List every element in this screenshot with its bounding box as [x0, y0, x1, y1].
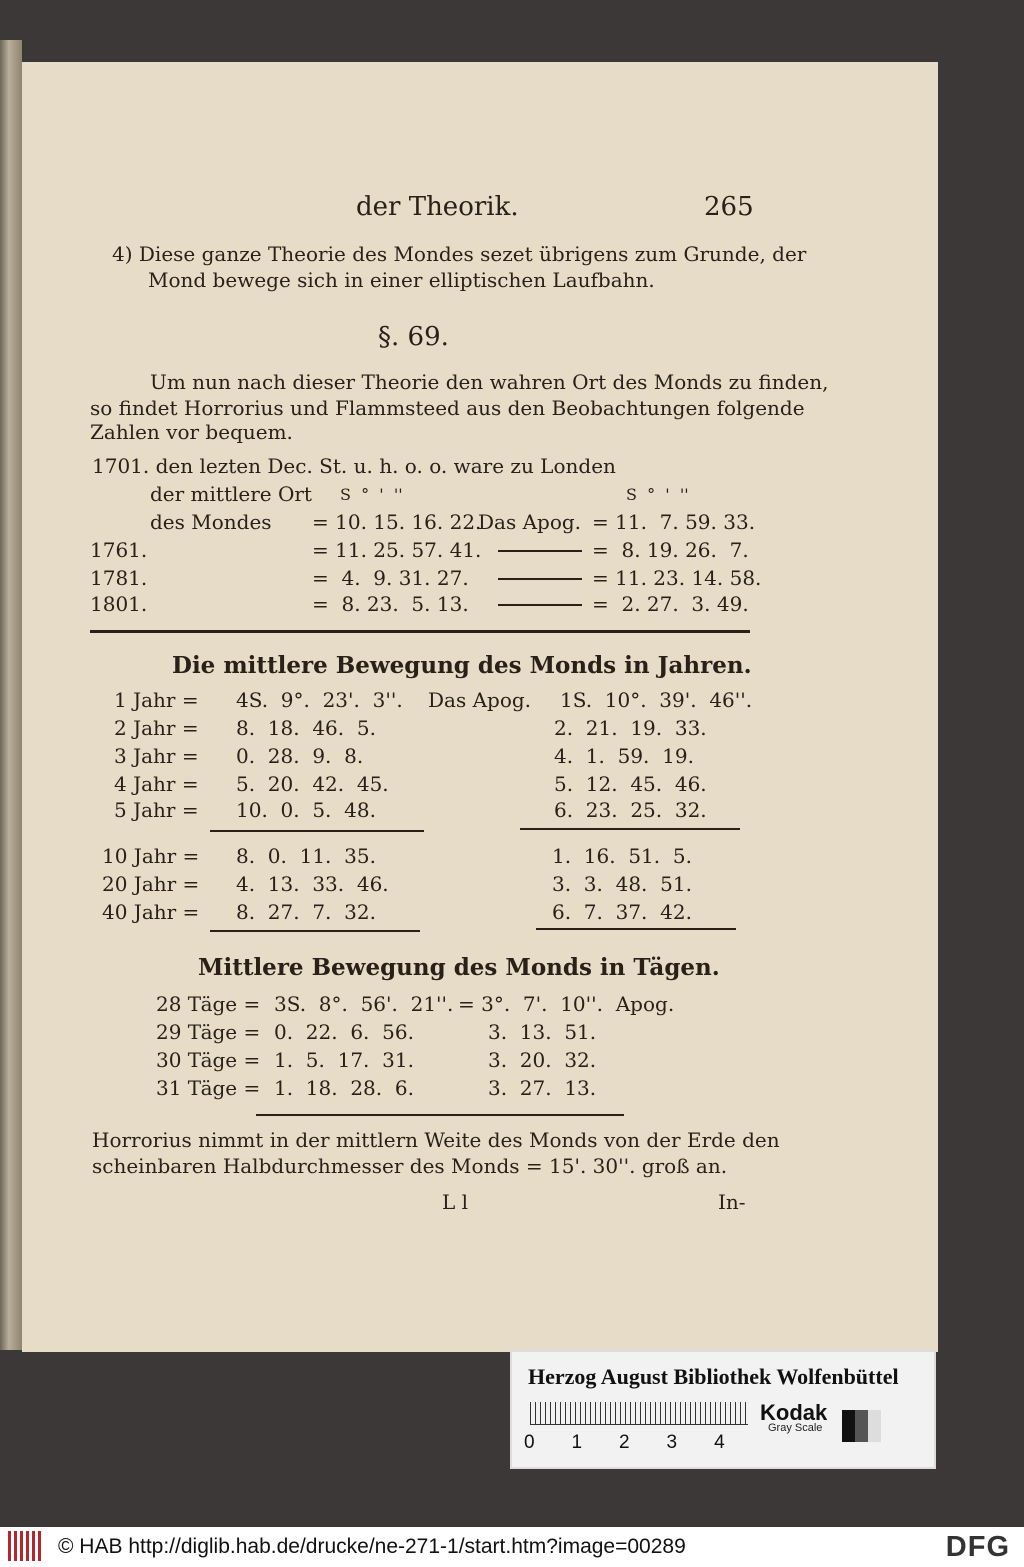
- epoch-apog-value: = 2. 27. 3. 49.: [592, 592, 749, 616]
- years-value: 8. 0. 11. 35.: [236, 844, 376, 868]
- days-label: 31 Täge =: [156, 1076, 261, 1100]
- gray-swatch: [855, 1410, 868, 1442]
- days-label: 30 Täge =: [156, 1048, 261, 1072]
- gray-scale-label: Gray Scale: [768, 1422, 823, 1434]
- days-value: 0. 22. 6. 56.: [274, 1020, 414, 1044]
- ruler-numbers: 0 1 2 3 4: [524, 1432, 725, 1453]
- epoch-value: = 4. 9. 31. 27.: [312, 566, 469, 590]
- table-rule: [90, 630, 750, 633]
- black-swatch: [842, 1410, 855, 1442]
- intro-line: Zahlen vor bequem.: [90, 420, 293, 444]
- days-apog-value: = 3°. 7'. 10''. Apog.: [458, 992, 675, 1016]
- years-heading: Die mittlere Bewegung des Monds in Jahren.: [172, 652, 752, 679]
- epoch-line: 1701. den lezten Dec. St. u. h. o. o. ware zu Londen: [92, 454, 616, 478]
- page-number: 265: [704, 192, 754, 222]
- years-label: 4 Jahr =: [114, 772, 199, 796]
- catchword: In-: [718, 1190, 746, 1214]
- years-value: 0. 28. 9. 8.: [236, 744, 364, 768]
- sum-rule: [210, 830, 424, 832]
- epoch-year: 1761.: [90, 538, 148, 562]
- closing-line: Horrorius nimmt in der mittlern Weite des Monds von der Erde den: [92, 1128, 780, 1152]
- end-rule: [536, 928, 736, 930]
- book-page: [22, 62, 938, 1352]
- dash-rule: [498, 604, 582, 606]
- days-apog-value: 3. 27. 13.: [488, 1076, 597, 1100]
- section-number: §. 69.: [378, 322, 449, 352]
- copyright-link[interactable]: © HAB http://diglib.hab.de/drucke/ne-271-1/start.htm?image=00289: [58, 1535, 686, 1558]
- years-value: 5. 20. 42. 45.: [236, 772, 389, 796]
- years-value: 8. 27. 7. 32.: [236, 900, 376, 924]
- years-apog-label: Das Apog.: [428, 688, 532, 712]
- intro-line: so findet Horrorius und Flammsteed aus den Beobachtungen folgende: [90, 396, 805, 420]
- years-label: 10 Jahr =: [102, 844, 200, 868]
- dash-rule: [498, 550, 582, 552]
- scale-ruler: [530, 1402, 748, 1425]
- epoch-label: des Mondes: [150, 510, 272, 534]
- epoch-apog-value: = 11. 23. 14. 58.: [592, 566, 762, 590]
- years-apog-value: 3. 3. 48. 51.: [552, 872, 692, 896]
- years-apog-value: 1. 16. 51. 5.: [552, 844, 692, 868]
- kodak-label: Kodak: [760, 1400, 828, 1425]
- closing-line: scheinbaren Halbdurchmesser des Monds = 15'. 30''. groß an.: [92, 1154, 728, 1178]
- years-apog-value: 5. 12. 45. 46.: [554, 772, 707, 796]
- days-value: 1. 18. 28. 6.: [274, 1076, 414, 1100]
- intro-line: Um nun nach dieser Theorie den wahren Ort des Monds zu finden,: [150, 370, 829, 394]
- years-value: 10. 0. 5. 48.: [236, 798, 376, 822]
- footnote-line: 4) Diese ganze Theorie des Mondes sezet übrigens zum Grunde, der: [112, 242, 807, 266]
- footnote-line: Mond bewege sich in einer elliptischen Laufbahn.: [148, 268, 655, 292]
- epoch-value: = 11. 25. 57. 41.: [312, 538, 482, 562]
- years-value: 8. 18. 46. 5.: [236, 716, 376, 740]
- years-value: 4S. 9°. 23'. 3''.: [236, 688, 403, 712]
- days-end-rule: [256, 1114, 624, 1116]
- years-label: 2 Jahr =: [114, 716, 199, 740]
- light-swatch: [868, 1410, 881, 1442]
- epoch-year: 1801.: [90, 592, 148, 616]
- years-label: 40 Jahr =: [102, 900, 200, 924]
- dash-rule: [498, 578, 582, 580]
- running-title: der Theorik.: [356, 192, 519, 222]
- years-apog-value: 1S. 10°. 39'. 46''.: [560, 688, 753, 712]
- epoch-units: S ° ' '': [340, 485, 403, 504]
- years-apog-value: 4. 1. 59. 19.: [554, 744, 694, 768]
- epoch-value: = 8. 23. 5. 13.: [312, 592, 469, 616]
- years-label: 5 Jahr =: [114, 798, 199, 822]
- epoch-apog-units: S ° ' '': [626, 485, 689, 504]
- days-apog-value: 3. 13. 51.: [488, 1020, 597, 1044]
- library-name: Herzog August Bibliothek Wolfenbüttel: [528, 1364, 899, 1389]
- days-label: 28 Täge =: [156, 992, 261, 1016]
- days-apog-value: 3. 20. 32.: [488, 1048, 597, 1072]
- signature-mark: L l: [442, 1190, 469, 1214]
- years-value: 4. 13. 33. 46.: [236, 872, 389, 896]
- dfg-logo: DFG: [945, 1531, 1010, 1563]
- years-label: 20 Jahr =: [102, 872, 200, 896]
- years-label: 3 Jahr =: [114, 744, 199, 768]
- years-apog-value: 2. 21. 19. 33.: [554, 716, 707, 740]
- end-rule: [210, 930, 420, 932]
- years-label: 1 Jahr =: [114, 688, 199, 712]
- epoch-apog-value: = 11. 7. 59. 33.: [592, 510, 756, 534]
- book-spine-edge: [0, 40, 22, 1350]
- color-calibration-card: [510, 1350, 936, 1469]
- epoch-value: = 10. 15. 16. 22.: [312, 510, 482, 534]
- days-heading: Mittlere Bewegung des Monds in Tägen.: [198, 954, 720, 981]
- epoch-year: 1781.: [90, 566, 148, 590]
- sum-rule: [520, 828, 740, 830]
- hab-logo-icon: [8, 1531, 44, 1561]
- epoch-label: der mittlere Ort: [150, 482, 312, 506]
- days-value: 1. 5. 17. 31.: [274, 1048, 414, 1072]
- epoch-apog-value: = 8. 19. 26. 7.: [592, 538, 749, 562]
- years-apog-value: 6. 7. 37. 42.: [552, 900, 692, 924]
- epoch-apog-label: Das Apog.: [478, 510, 582, 534]
- days-value: 3S. 8°. 56'. 21''.: [274, 992, 454, 1016]
- days-label: 29 Täge =: [156, 1020, 261, 1044]
- years-apog-value: 6. 23. 25. 32.: [554, 798, 707, 822]
